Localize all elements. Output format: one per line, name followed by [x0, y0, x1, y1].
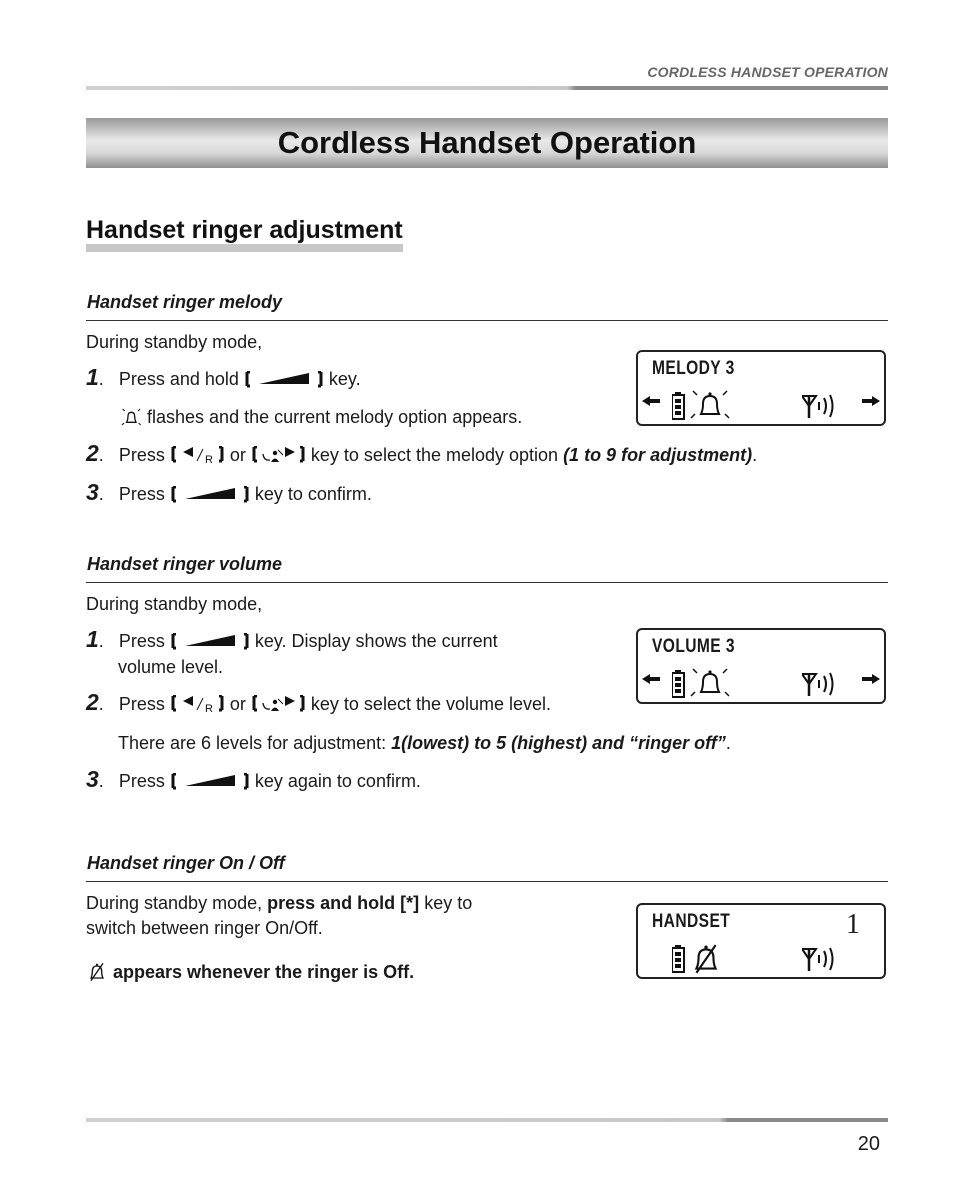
melody-step-1: 1. Press and hold key. — [86, 364, 361, 390]
step-note: flashes and the current melody option appears. — [147, 407, 523, 427]
instruction-text: During standby mode, — [86, 893, 263, 913]
volume-step-1-cont: volume level. — [118, 657, 224, 677]
handset-number: 1 — [846, 909, 860, 940]
footer-rule — [86, 1118, 888, 1122]
step-text: Press — [118, 771, 165, 791]
step-text: or — [229, 694, 246, 714]
step-text: Press and hold — [118, 369, 239, 389]
step-text: key. — [328, 369, 361, 389]
ringer-off-icon — [87, 962, 107, 982]
menu-key-icon — [171, 633, 249, 650]
step-text: key again to confirm. — [254, 771, 421, 791]
step-number: 3 — [86, 766, 99, 792]
lcd-label: HANDSET — [652, 911, 731, 932]
volume-levels — [118, 732, 731, 754]
battery-icon — [672, 392, 686, 422]
menu-key-icon — [171, 773, 249, 790]
ringer-icon — [690, 388, 730, 422]
lcd-label: MELODY 3 — [652, 358, 735, 379]
header-rule — [86, 86, 888, 90]
section-title: Handset ringer adjustment — [86, 216, 403, 252]
page-number: 20 — [857, 1133, 880, 1155]
levels-emphasis: 1(lowest) to 5 (highest) and “ringer off” — [391, 733, 726, 753]
right-phonebook-key-icon — [252, 695, 305, 714]
ringer-off-icon — [690, 943, 722, 975]
step-text: key to select the volume level. — [310, 694, 552, 714]
title-bar — [86, 118, 888, 168]
left-recall-key-icon — [171, 695, 224, 714]
step-number: 2 — [86, 440, 99, 466]
melody-rule — [86, 320, 888, 321]
melody-heading: Handset ringer melody — [87, 292, 283, 312]
step-text: key to confirm. — [254, 484, 372, 504]
step-number: 2 — [86, 689, 99, 715]
signal-icon — [802, 672, 838, 700]
battery-icon — [672, 670, 686, 700]
star-key: * — [406, 893, 414, 913]
arrow-right-icon — [862, 674, 882, 686]
volume-step-1: 1. Press key. Display shows the current — [86, 626, 498, 652]
instruction-bold: ] — [413, 893, 420, 913]
step-number: 1 — [86, 364, 99, 390]
onoff-note — [86, 961, 414, 983]
left-recall-key-icon — [171, 446, 224, 465]
step-text: Press — [118, 484, 165, 504]
arrow-right-icon — [862, 396, 882, 408]
step-text: key to select the melody option — [310, 445, 559, 465]
volume-step-3: 3. Press key again to confirm. — [86, 766, 421, 792]
volume-step-2: 2. Press or key to select the volume level. — [86, 689, 552, 715]
page-title: Cordless Handset Operation — [277, 125, 697, 160]
arrow-left-icon — [642, 674, 662, 686]
step-text: or — [229, 445, 246, 465]
volume-heading: Handset ringer volume — [87, 554, 283, 574]
menu-key-icon — [171, 486, 249, 503]
step-text: key. Display shows the current — [254, 631, 498, 651]
note-text: appears whenever the ringer is Off. — [113, 962, 415, 982]
melody-lcd-display — [636, 350, 886, 426]
signal-icon — [802, 947, 838, 975]
levels-text: There are 6 levels for adjustment: — [118, 733, 387, 753]
levels-text: . — [725, 733, 731, 753]
arrow-left-icon — [642, 396, 662, 408]
onoff-heading: Handset ringer On / Off — [87, 853, 285, 873]
volume-intro: During standby mode, — [86, 594, 263, 614]
handset-lcd-display — [636, 903, 886, 979]
step-emphasis: (1 to 9 for adjustment) — [563, 445, 753, 465]
melody-step-1-note — [118, 406, 522, 428]
step-text: Press — [118, 445, 165, 465]
melody-step-2: 2. Press or key to select the melody option (1 to 9 for adjustment). — [86, 440, 758, 466]
step-number: 3 — [86, 479, 99, 505]
step-text: . — [752, 445, 758, 465]
volume-lcd-display — [636, 628, 886, 704]
ringer-icon — [119, 407, 141, 427]
running-head: CORDLESS HANDSET OPERATION — [647, 64, 888, 80]
signal-icon — [802, 394, 838, 422]
right-phonebook-key-icon — [252, 446, 305, 465]
melody-intro: During standby mode, — [86, 332, 263, 352]
onoff-rule — [86, 881, 888, 882]
instruction-bold: press and hold [ — [267, 893, 407, 913]
step-text: Press — [118, 631, 165, 651]
step-text: Press — [118, 694, 165, 714]
step-number: 1 — [86, 626, 99, 652]
volume-rule — [86, 582, 888, 583]
instruction-text: key to — [424, 893, 473, 913]
melody-step-3: 3. Press key to confirm. — [86, 479, 372, 505]
battery-icon — [672, 945, 686, 975]
onoff-instruction-cont: switch between ringer On/Off. — [86, 918, 323, 938]
lcd-label: VOLUME 3 — [652, 636, 735, 657]
ringer-icon — [690, 666, 730, 700]
menu-key-icon — [245, 371, 323, 388]
onoff-instruction — [86, 892, 560, 914]
